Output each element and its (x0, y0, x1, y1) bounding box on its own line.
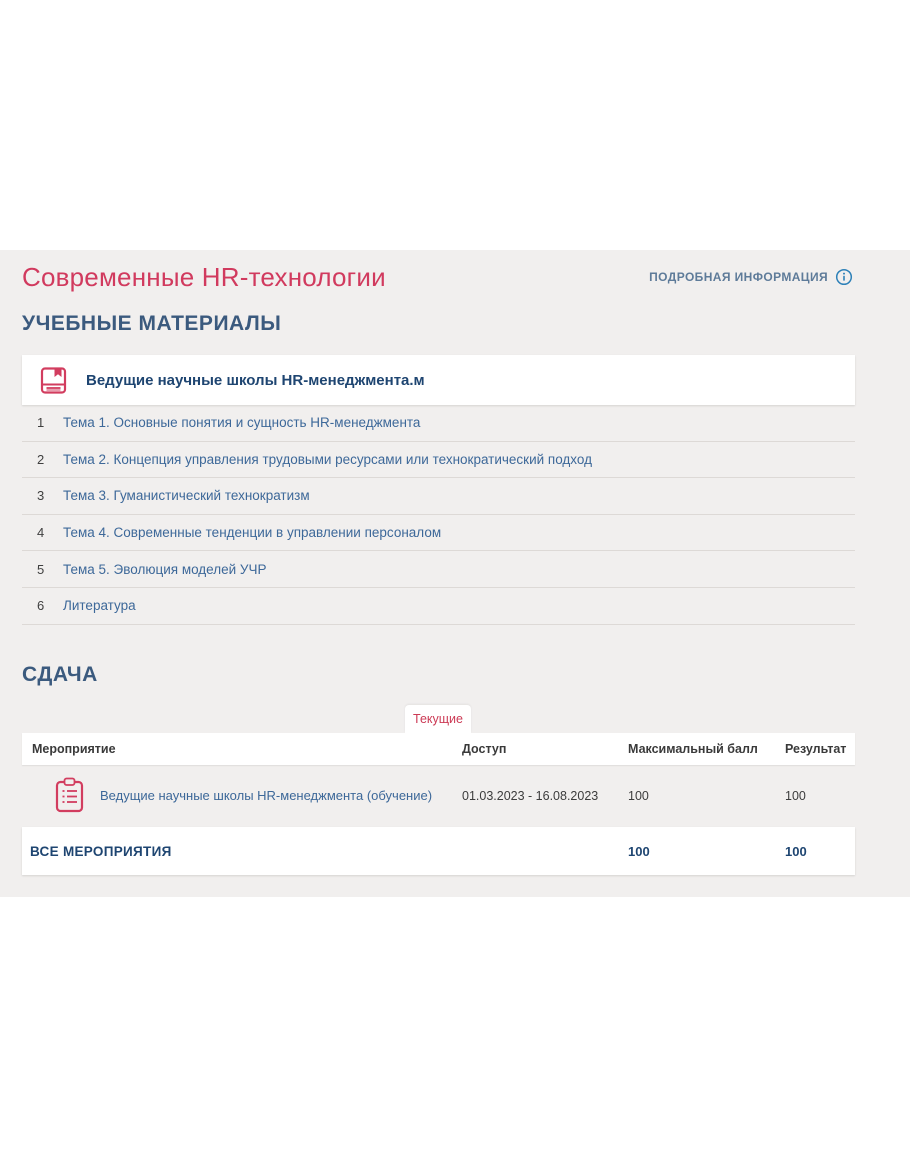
topic-number: 3 (37, 488, 45, 504)
table-row (22, 765, 855, 826)
column-header-result: Результат (785, 742, 847, 756)
course-material-item[interactable] (22, 355, 855, 405)
all-events-link[interactable]: ВСЕ МЕРОПРИЯТИЯ (30, 843, 172, 859)
materials-section-title: УЧЕБНЫЕ МАТЕРИАЛЫ (22, 312, 282, 335)
topic-label: Тема 5. Эволюция моделей УЧР (63, 561, 267, 577)
course-material-title: Ведущие научные школы HR-менеджмента.м (86, 371, 425, 389)
topic-link-2[interactable] (22, 442, 855, 479)
info-icon[interactable] (835, 268, 853, 286)
tab-current[interactable]: Текущие (405, 705, 471, 733)
topic-link-3[interactable] (22, 478, 855, 515)
total-result: 100 (785, 843, 807, 859)
clipboard-icon (53, 777, 87, 815)
detailed-information-link[interactable] (649, 268, 853, 286)
book-icon (38, 365, 69, 396)
topic-label: Тема 1. Основные понятия и сущность HR-менеджмента (63, 415, 421, 431)
all-events-row (22, 827, 855, 875)
topic-link-4[interactable] (22, 515, 855, 552)
event-link[interactable]: Ведущие научные школы HR-менеджмента (обучение) (100, 788, 433, 803)
column-header-access: Доступ (462, 742, 507, 756)
topic-label: Тема 4. Современные тенденции в управлении персоналом (63, 525, 442, 541)
event-max-score: 100 (628, 788, 649, 803)
page-title: Современные HR-технологии (22, 262, 386, 292)
topic-number: 2 (37, 451, 45, 467)
event-access-dates: 01.03.2023 - 16.08.2023 (462, 788, 599, 803)
event-result: 100 (785, 788, 806, 803)
course-content-panel (0, 250, 910, 897)
topic-label: Тема 3. Гуманистический технократизм (63, 488, 310, 504)
detailed-information-label: ПОДРОБНАЯ ИНФОРМАЦИЯ (649, 270, 828, 284)
column-header-event: Мероприятие (32, 742, 116, 756)
topic-list (22, 405, 855, 625)
topic-number: 4 (37, 525, 45, 541)
column-header-max-score: Максимальный балл (628, 742, 758, 756)
topic-label: Тема 2. Концепция управления трудовыми ресурсами или технократический подход (63, 451, 592, 467)
total-max-score: 100 (628, 843, 650, 859)
topic-link-1[interactable] (22, 405, 855, 442)
topic-link-5[interactable] (22, 551, 855, 588)
submission-section-title: СДАЧА (22, 663, 98, 686)
topic-link-6[interactable] (22, 588, 855, 625)
topic-label: Литература (63, 598, 136, 614)
topic-number: 1 (37, 415, 45, 431)
topic-number: 6 (37, 598, 45, 614)
submission-table-header (22, 733, 855, 765)
topic-number: 5 (37, 561, 45, 577)
